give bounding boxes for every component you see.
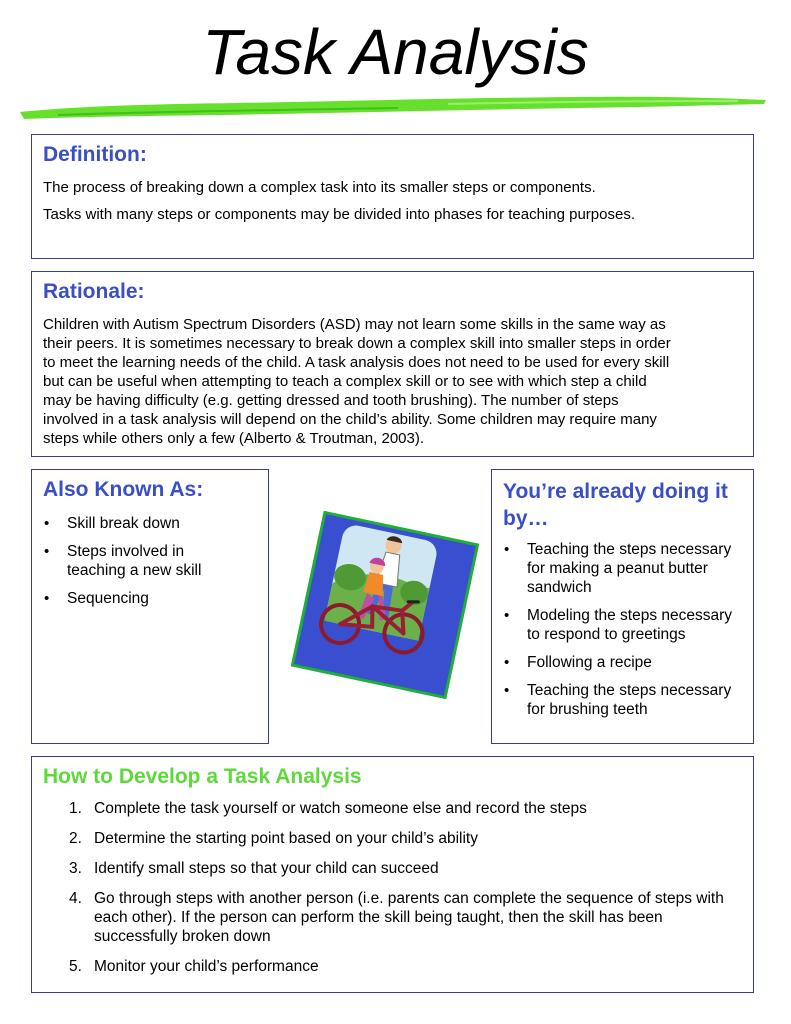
step-number: 1. [69, 800, 82, 817]
also-known-as-list [42, 514, 222, 617]
how-to-section [31, 756, 754, 993]
definition-section [31, 134, 754, 259]
list-item: • Sequencing [42, 589, 222, 608]
already-doing-list [502, 540, 742, 728]
step-item [67, 889, 743, 946]
definition-heading: Definition: [43, 143, 147, 166]
rationale-line: involved in a task analysis will depend on the child’s ability. Some children may require many [43, 411, 657, 428]
step-item [67, 799, 743, 818]
rationale-line: Children with Autism Spectrum Disorders (ASD) may not learn some skills in the same way as [43, 316, 666, 333]
list-item: • Teaching the steps necessary for making a peanut butter sandwich [502, 540, 742, 597]
step-number: 3. [69, 860, 82, 877]
also-known-as-section [31, 469, 269, 744]
rationale-text [43, 315, 671, 448]
bicycle-illustration [285, 505, 485, 705]
how-to-heading: How to Develop a Task Analysis [43, 765, 362, 788]
already-doing-heading-line: You’re already doing it [503, 480, 728, 503]
how-to-steps [67, 799, 743, 987]
step-number: 4. [69, 890, 82, 907]
already-doing-heading-line: by… [503, 507, 549, 530]
rationale-section [31, 271, 754, 457]
list-item: • Teaching the steps necessary for brushing teeth [502, 681, 742, 719]
definition-line: Tasks with many steps or components may be divided into phases for teaching purposes. [43, 206, 635, 223]
list-item: • Steps involved in teaching a new skill [42, 542, 222, 580]
rationale-line: may be having difficulty (e.g. getting dressed and tooth brushing). The number of steps [43, 392, 619, 409]
rationale-line: their peers. It is sometimes necessary to break down a complex skill into smaller steps in order [43, 335, 671, 352]
already-doing-heading [503, 478, 728, 532]
step-text: Go through steps with another person (i.e. parents can complete the sequence of steps with each other). If the person can perform the skill being taught, then the skill has been successfully broken down [94, 890, 724, 945]
list-item: • Modeling the steps necessary to respond to greetings [502, 606, 742, 644]
already-doing-section [491, 469, 754, 744]
list-item: • Following a recipe [502, 653, 742, 672]
definition-line: The process of breaking down a complex task into its smaller steps or components. [43, 179, 596, 196]
rationale-line: but can be useful when attempting to teach a complex skill or to see with which step a child [43, 373, 647, 390]
step-text: Monitor your child’s performance [94, 958, 319, 975]
list-item: • Skill break down [42, 514, 222, 533]
green-brush-stroke [18, 92, 768, 122]
step-number: 2. [69, 830, 82, 847]
step-text: Determine the starting point based on your child’s ability [94, 830, 478, 847]
rationale-line: to meet the learning needs of the child. A task analysis does not need to be used for every skill [43, 354, 670, 371]
step-text: Complete the task yourself or watch someone else and record the steps [94, 800, 587, 817]
step-number: 5. [69, 958, 82, 975]
step-item [67, 859, 743, 878]
step-item [67, 829, 743, 848]
also-known-as-heading: Also Known As: [43, 478, 204, 501]
rationale-line: steps while others only a few (Alberto & Troutman, 2003). [43, 430, 425, 447]
rationale-heading: Rationale: [43, 280, 145, 303]
step-item [67, 957, 743, 976]
step-text: Identify small steps so that your child can succeed [94, 860, 439, 877]
page-title: Task Analysis [202, 16, 589, 88]
